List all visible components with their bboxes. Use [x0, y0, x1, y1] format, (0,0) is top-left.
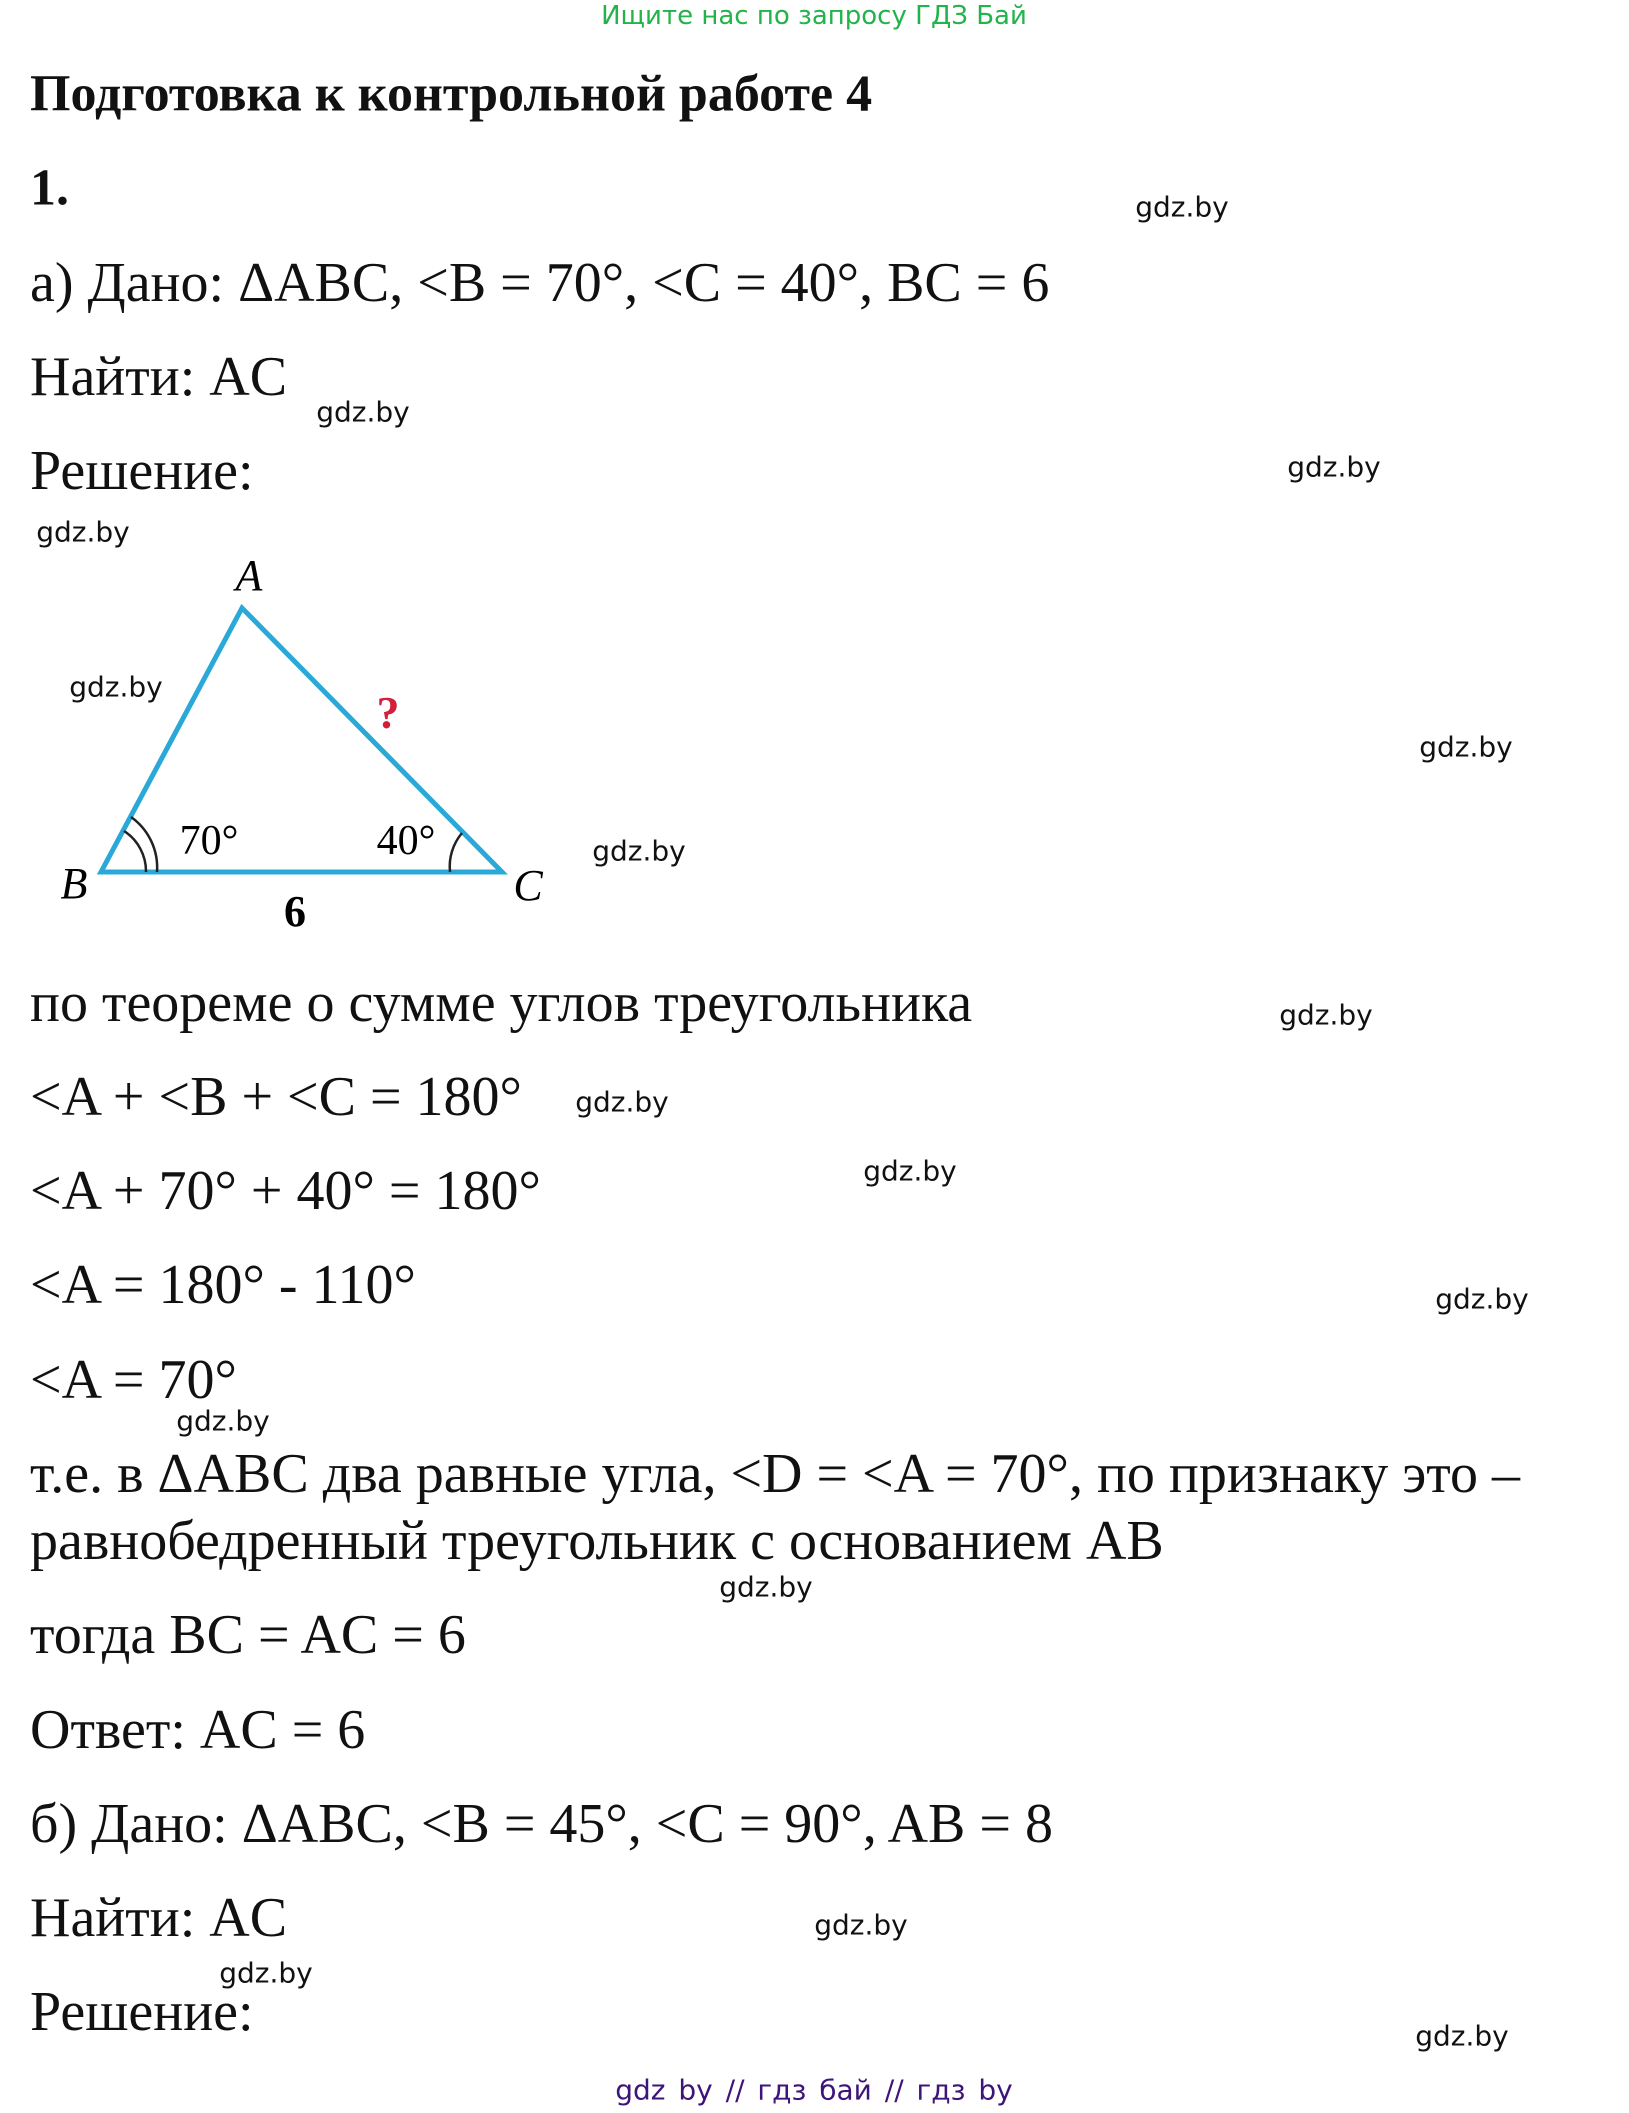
step-8: тогда BC = AC = 6 — [30, 1604, 466, 1666]
angle-c-arc — [450, 833, 462, 872]
vertex-b-label: B — [60, 859, 88, 908]
watermark: gdz.by — [176, 1404, 270, 1438]
step-3: <A + 70° + 40° = 180° — [30, 1160, 541, 1222]
task-number: 1. — [30, 159, 69, 217]
watermark: gdz.by — [1135, 190, 1229, 224]
angle-c-label: 40° — [376, 818, 436, 864]
part-a-given: а) Дано: ΔABC, <B = 70°, <C = 40°, BC = 6 — [30, 252, 1050, 314]
step-2: <A + <B + <C = 180° — [30, 1066, 522, 1128]
watermark: gdz.by — [592, 834, 686, 868]
angle-b-label: 70° — [179, 818, 239, 864]
search-hint-banner: Ищите нас по запросу ГДЗ Бай — [601, 1, 1027, 31]
triangle-figure — [0, 540, 700, 940]
unknown-side-label: ? — [376, 687, 400, 738]
part-a-find: Найти: AC — [30, 346, 288, 408]
side-bc-label: 6 — [284, 887, 306, 936]
step-5: <A = 70° — [30, 1349, 237, 1411]
part-b-find: Найти: AC — [30, 1887, 288, 1949]
watermark: gdz.by — [863, 1154, 957, 1188]
watermark: gdz.by — [1435, 1282, 1529, 1316]
step-4: <A = 180° - 110° — [30, 1254, 416, 1316]
watermark: gdz.by — [316, 395, 410, 429]
watermark: gdz.by — [69, 670, 163, 704]
watermark: gdz.by — [1287, 450, 1381, 484]
watermark: gdz.by — [575, 1085, 669, 1119]
watermark: gdz.by — [719, 1570, 813, 1604]
angle-b-arc-outer — [131, 817, 157, 872]
part-a-answer: Ответ: AC = 6 — [30, 1699, 366, 1761]
watermark: gdz.by — [814, 1908, 908, 1942]
watermark: gdz.by — [1415, 2019, 1509, 2053]
watermark: gdz.by — [1419, 730, 1513, 764]
footer-links[interactable]: gdz by // гдз бай // гдз by — [615, 2073, 1013, 2107]
page-title: Подготовка к контрольной работе 4 — [30, 65, 873, 123]
watermark: gdz.by — [36, 515, 130, 549]
step-6: т.е. в ΔABC два равные угла, <D = <A = 70°, по признаку это – — [30, 1443, 1520, 1505]
step-1: по теореме о сумме углов треугольника — [30, 972, 973, 1034]
part-b-solution-label: Решение: — [30, 1981, 254, 2043]
part-b-given: б) Дано: ΔABC, <B = 45°, <C = 90°, AB = 8 — [30, 1793, 1053, 1855]
step-7: равнобедренный треугольник с основанием AB — [30, 1510, 1164, 1572]
angle-b-arc-inner — [124, 831, 146, 872]
watermark: gdz.by — [219, 1956, 313, 1990]
part-a-solution-label: Решение: — [30, 440, 254, 502]
vertex-c-label: C — [513, 861, 543, 910]
watermark: gdz.by — [1279, 998, 1373, 1032]
triangle-abc — [101, 608, 502, 872]
vertex-a-label: A — [235, 551, 263, 600]
